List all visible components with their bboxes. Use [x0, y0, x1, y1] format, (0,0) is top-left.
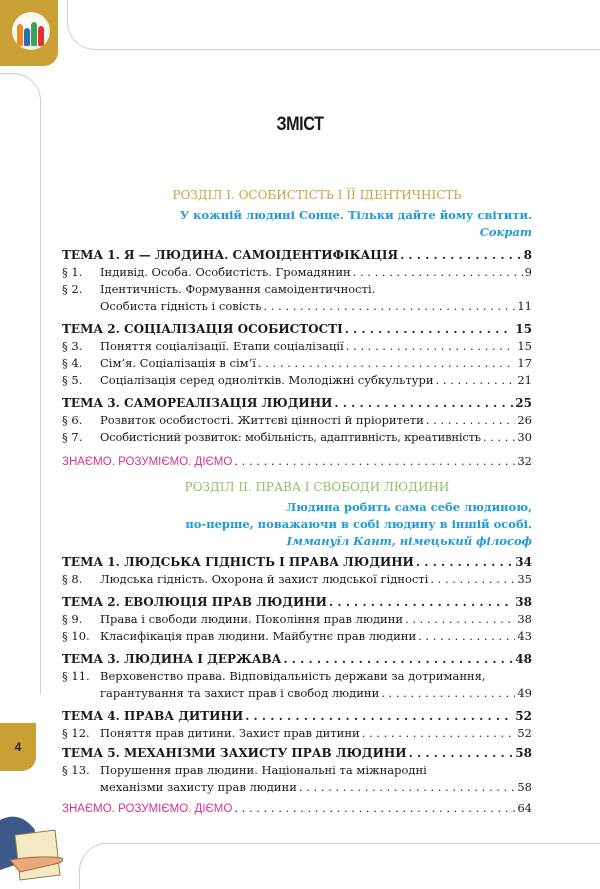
dot-leader [234, 800, 515, 817]
page-title: ЗМІСТ [276, 114, 324, 135]
dot-leader [426, 412, 516, 429]
entry-label: Особистісний розвиток: мобільність, адаптивність, креативність [100, 430, 481, 444]
dot-leader [416, 554, 513, 571]
toc-theme[interactable] [62, 708, 532, 725]
entry-label: Права і свободи людини. Покоління прав людини [100, 612, 404, 626]
entry-page: 35 [517, 572, 532, 586]
dot-leader [353, 264, 523, 281]
entry-label: Людська гідність. Охорона й захист людської гідності [100, 572, 429, 586]
dot-leader [436, 372, 516, 389]
dot-leader [405, 611, 515, 628]
frame-line [0, 73, 41, 694]
epigraph [62, 499, 532, 550]
epigraph-text: У кожній людині Сонце. Тільки дайте йому світити. [179, 208, 532, 222]
dot-leader [263, 298, 515, 315]
toc-paragraph[interactable] [62, 668, 532, 685]
section-1 [62, 188, 532, 471]
entry-page: 58 [517, 780, 532, 794]
dot-leader [346, 338, 516, 355]
dot-leader [234, 453, 515, 470]
entry-page: 38 [515, 595, 532, 609]
dot-leader [283, 651, 513, 668]
entry-number: § 6. [62, 413, 83, 427]
toc-theme[interactable] [62, 651, 532, 668]
toc-paragraph-cont[interactable] [62, 779, 532, 796]
entry-page: 8 [523, 248, 532, 262]
entry-label: Особиста гідність і совість [100, 299, 262, 313]
entry-page: 21 [517, 373, 532, 387]
entry-page: 11 [517, 299, 532, 313]
entry-label: Соціалізація серед однолітків. Молодіжні субкультури [100, 373, 434, 387]
dot-leader [258, 355, 515, 372]
frame-line [79, 843, 600, 889]
entry-label: Класифікація прав людини. Майбутнє прав людини [100, 629, 417, 643]
page-number: 4 [0, 723, 36, 771]
toc-review[interactable] [62, 453, 532, 471]
people-logo-icon [12, 12, 50, 50]
dot-leader [400, 247, 522, 264]
entry-label: ТЕМА 1. Я — ЛЮДИНА. САМОІДЕНТИФІКАЦІЯ [62, 248, 399, 262]
epigraph-author: Сократ [479, 225, 532, 239]
epigraph [62, 207, 532, 241]
entry-label: ТЕМА 1. ЛЮДСЬКА ГІДНІСТЬ І ПРАВА ЛЮДИНИ [62, 555, 414, 569]
entry-number: § 9. [62, 612, 83, 626]
entry-page: 15 [517, 339, 532, 353]
entry-label: Поняття прав дитини. Захист прав дитини [100, 726, 360, 740]
dot-leader [329, 594, 513, 611]
toc-paragraph[interactable] [62, 355, 532, 372]
entry-number: § 11. [62, 669, 90, 683]
entry-label: Розвиток особистості. Життєві цінності й пріоритети [100, 413, 424, 427]
corner-tab [0, 0, 58, 66]
toc-review[interactable] [62, 800, 532, 818]
toc-paragraph[interactable] [62, 429, 532, 446]
dot-leader [345, 321, 514, 338]
dot-leader [418, 628, 515, 645]
entry-label: ТЕМА 5. МЕХАНІЗМИ ЗАХИСТУ ПРАВ ЛЮДИНИ [62, 746, 407, 760]
toc-theme[interactable] [62, 594, 532, 611]
dot-leader [299, 779, 515, 796]
entry-page: 52 [515, 709, 532, 723]
toc-paragraph[interactable] [62, 571, 532, 588]
toc-paragraph-cont[interactable] [62, 298, 532, 315]
section-title: РОЗДІЛ ІІ. ПРАВА І СВОБОДИ ЛЮДИНИ [184, 480, 450, 494]
section-2 [62, 480, 532, 818]
entry-number: § 4. [62, 356, 83, 370]
entry-label: гарантування та захист прав і свобод людини [100, 686, 380, 700]
toc-paragraph[interactable] [62, 281, 532, 298]
entry-label: ТЕМА 3. ЛЮДИНА І ДЕРЖАВА [62, 652, 282, 666]
entry-page: 58 [515, 746, 532, 760]
entry-page: 9 [524, 265, 532, 279]
toc-paragraph[interactable] [62, 338, 532, 355]
entry-page: 52 [517, 726, 532, 740]
entry-label: ТЕМА 3. САМОРЕАЛІЗАЦІЯ ЛЮДИНИ [62, 396, 333, 410]
entry-label: Індивід. Особа. Особистість. Громадянин [100, 265, 351, 279]
toc-paragraph-cont[interactable] [62, 685, 532, 702]
entry-page: 26 [517, 413, 532, 427]
entry-label: Порушення прав людини. Національні та міжнародні [100, 763, 427, 777]
entry-page: 34 [515, 555, 532, 569]
entry-page: 64 [517, 801, 532, 815]
frame-line [67, 0, 600, 50]
dot-leader [362, 725, 516, 742]
entry-number: § 13. [62, 763, 90, 777]
dot-leader [245, 708, 513, 725]
entry-page: 38 [517, 612, 532, 626]
entry-page: 49 [517, 686, 532, 700]
section-title: РОЗДІЛ І. ОСОБИСТІСТЬ І ЇЇ ІДЕНТИЧНІСТЬ [172, 188, 462, 202]
entry-label: ТЕМА 2. ЕВОЛЮЦІЯ ПРАВ ЛЮДИНИ [62, 595, 327, 609]
entry-number: § 1. [62, 265, 83, 279]
entry-number: § 12. [62, 726, 90, 740]
dot-leader [430, 571, 515, 588]
toc-paragraph[interactable] [62, 372, 532, 389]
entry-label: ТЕМА 4. ПРАВА ДИТИНИ [62, 709, 244, 723]
toc-paragraph[interactable] [62, 264, 532, 281]
entry-label: механізми захисту прав людини [100, 780, 297, 794]
toc-theme[interactable] [62, 395, 532, 412]
toc-paragraph[interactable] [62, 412, 532, 429]
entry-number: § 8. [62, 572, 83, 586]
entry-label: Поняття соціалізації. Етапи соціалізації [100, 339, 344, 353]
toc-paragraph[interactable] [62, 725, 532, 742]
dot-leader [483, 429, 516, 446]
entry-label: Верховенство права. Відповідальність держави за дотримання, [100, 669, 486, 683]
entry-label: ЗНАЄМО. РОЗУМІЄМО. ДІЄМО [62, 803, 233, 815]
entry-number: § 7. [62, 430, 83, 444]
entry-number: § 10. [62, 629, 90, 643]
entry-page: 32 [517, 454, 532, 468]
entry-label: Сім’я. Соціалізація в сім’ї [100, 356, 256, 370]
entry-page: 43 [517, 629, 532, 643]
entry-page: 17 [517, 356, 532, 370]
dot-leader [409, 745, 514, 762]
dot-leader [381, 685, 515, 702]
entry-label: ЗНАЄМО. РОЗУМІЄМО. ДІЄМО [62, 456, 233, 468]
epigraph-author: Іммануїл Кант, німецький філософ [286, 534, 532, 548]
entry-page: 15 [515, 322, 532, 336]
entry-number: § 5. [62, 373, 83, 387]
toc-theme[interactable] [62, 321, 532, 338]
entry-label: ТЕМА 2. СОЦІАЛІЗАЦІЯ ОСОБИСТОСТІ [62, 322, 343, 336]
epigraph-text: по-перше, поважаючи в собі людину в іншій особі. [185, 517, 532, 531]
toc-theme[interactable] [62, 247, 532, 264]
entry-number: § 2. [62, 282, 83, 296]
toc-theme[interactable] [62, 745, 532, 762]
epigraph-text: Людина робить сама себе людиною, [285, 500, 532, 514]
toc-paragraph[interactable] [62, 628, 532, 645]
entry-label: Ідентичність. Формування самоідентичності. [100, 282, 376, 296]
dot-leader [334, 395, 513, 412]
entry-page: 30 [517, 430, 532, 444]
hand-with-paper-illustration [0, 800, 70, 889]
entry-page: 25 [515, 396, 532, 410]
entry-number: § 3. [62, 339, 83, 353]
toc-paragraph[interactable] [62, 762, 532, 779]
toc-paragraph[interactable] [62, 611, 532, 628]
toc-theme[interactable] [62, 554, 532, 571]
entry-page: 48 [515, 652, 532, 666]
